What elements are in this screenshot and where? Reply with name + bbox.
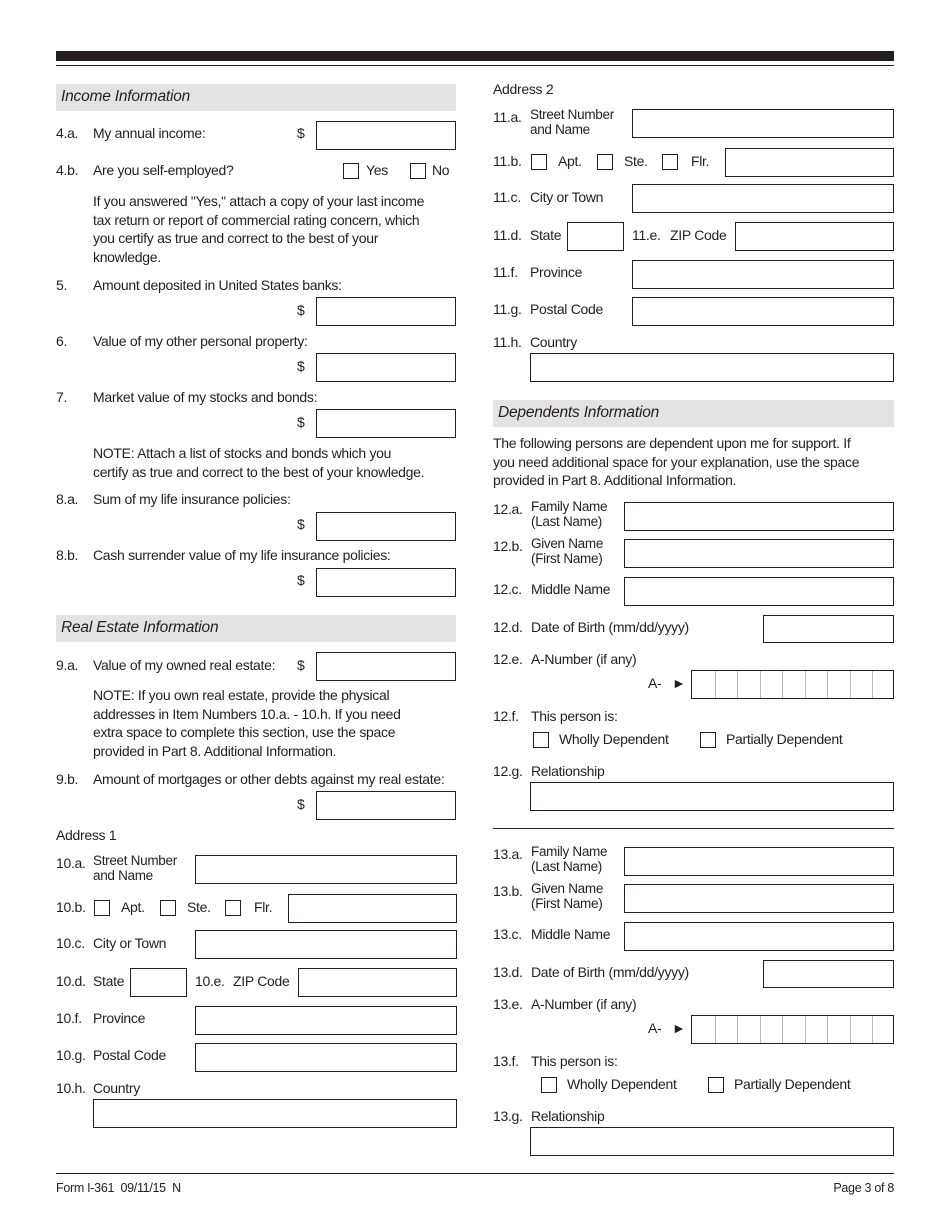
arrow-right-icon: ►: [672, 1020, 686, 1036]
address1-street-field[interactable]: [195, 855, 457, 884]
instruction-text: knowledge.: [93, 249, 161, 266]
a-number-cell-divider: [850, 671, 851, 698]
field-label: Amount deposited in United States banks:: [93, 277, 342, 293]
a-number-cell-divider: [715, 1016, 716, 1043]
field-label: Given Name: [531, 536, 604, 551]
field-label: Value of my owned real estate:: [93, 657, 276, 673]
item-number: 13.e.: [493, 996, 523, 1012]
bank-deposit-field[interactable]: [316, 297, 456, 326]
item-number: 11.c.: [493, 189, 521, 205]
dependent2-a-number-field[interactable]: [691, 1015, 894, 1044]
field-label: A-Number (if any): [531, 996, 637, 1012]
address1-postal-code-field[interactable]: [195, 1043, 457, 1072]
instruction-text: you certify as true and correct to the best of your: [93, 230, 379, 247]
field-label: Family Name: [531, 844, 608, 859]
address2-ste-checkbox[interactable]: [597, 154, 613, 170]
mortgage-debts-field[interactable]: [316, 791, 456, 820]
field-label: Relationship: [531, 1108, 605, 1124]
item-number: 4.a.: [56, 125, 79, 141]
checkbox-label: Flr.: [691, 153, 710, 169]
item-number: 11.g.: [493, 301, 522, 317]
item-number: 11.a.: [493, 109, 522, 125]
field-label: Street Number: [530, 107, 614, 122]
item-number: 13.g.: [493, 1108, 523, 1124]
item-number: 6.: [56, 333, 68, 349]
dependent2-wholly-dependent-checkbox[interactable]: [541, 1077, 557, 1093]
checkbox-label: Partially Dependent: [726, 731, 843, 747]
personal-property-field[interactable]: [316, 353, 456, 382]
arrow-right-icon: ►: [672, 675, 686, 691]
field-label: Market value of my stocks and bonds:: [93, 389, 318, 405]
dependent1-middle-name-field[interactable]: [624, 577, 894, 606]
stocks-bonds-field[interactable]: [316, 409, 456, 438]
checkbox-label: No: [432, 162, 450, 178]
section-title: Real Estate Information: [61, 619, 219, 636]
item-number: 13.b.: [493, 883, 523, 899]
a-number-cell-divider: [827, 1016, 828, 1043]
instruction-text: If you answered "Yes," attach a copy of your last income: [93, 193, 425, 209]
currency-symbol: $: [297, 572, 305, 588]
item-number: 11.b.: [493, 153, 522, 169]
checkbox-label: Apt.: [558, 153, 582, 169]
footer-rule: [56, 1173, 894, 1174]
field-label: (Last Name): [531, 514, 602, 529]
address2-zip-field[interactable]: [735, 222, 894, 251]
address1-province-field[interactable]: [195, 1006, 457, 1035]
item-number: 11.d.: [493, 227, 522, 243]
dependent1-a-number-field[interactable]: [691, 670, 894, 699]
field-label: State: [93, 973, 125, 989]
section-title: Dependents Information: [498, 404, 660, 421]
item-number: 13.f.: [493, 1053, 519, 1069]
field-label: Value of my other personal property:: [93, 333, 308, 349]
item-number: 9.a.: [56, 657, 79, 673]
dependent-divider: [493, 828, 894, 829]
field-label: Street Number: [93, 853, 177, 868]
item-number: 10.c.: [56, 935, 85, 951]
dependent2-dob-field[interactable]: [763, 960, 894, 988]
a-number-cell-divider: [760, 1016, 761, 1043]
field-label: Country: [93, 1080, 140, 1096]
note-text: certify as true and correct to the best of your knowledge.: [93, 463, 425, 480]
checkbox-label: Yes: [366, 162, 388, 178]
item-number: 11.e.: [632, 227, 661, 243]
item-number: 12.b.: [493, 538, 523, 554]
field-label: State: [530, 227, 562, 243]
address1-city-field[interactable]: [195, 930, 457, 959]
item-number: 10.h.: [56, 1080, 86, 1096]
field-label: Country: [530, 334, 577, 350]
address2-apt-checkbox[interactable]: [531, 154, 547, 170]
currency-symbol: $: [297, 414, 305, 430]
a-number-cell-divider: [805, 1016, 806, 1043]
address1-zip-field[interactable]: [298, 968, 457, 997]
currency-symbol: $: [297, 302, 305, 318]
field-label: Given Name: [531, 881, 604, 896]
currency-symbol: $: [297, 125, 305, 141]
cash-surrender-field[interactable]: [316, 568, 456, 597]
dependent1-wholly-dependent-checkbox[interactable]: [533, 732, 549, 748]
currency-symbol: $: [297, 516, 305, 532]
address1-flr-checkbox[interactable]: [225, 900, 241, 916]
currency-symbol: $: [297, 796, 305, 812]
dependent2-relationship-field[interactable]: [530, 1127, 894, 1156]
a-number-cell-divider: [827, 671, 828, 698]
address2-unit-number-field[interactable]: [725, 148, 894, 177]
a-number-cell-divider: [715, 671, 716, 698]
field-label: (Last Name): [531, 859, 602, 874]
checkbox-label: Ste.: [624, 153, 648, 169]
life-insurance-sum-field[interactable]: [316, 512, 456, 541]
item-number: 10.e.: [195, 973, 225, 989]
address2-country-field[interactable]: [530, 353, 894, 382]
item-number: 11.h.: [493, 334, 522, 350]
checkbox-label: Flr.: [254, 899, 273, 915]
address1-apt-checkbox[interactable]: [94, 900, 110, 916]
dependent1-given-name-field[interactable]: [624, 539, 894, 568]
address-subheading: Address 1: [56, 827, 117, 843]
field-label: Province: [530, 264, 583, 280]
address2-postal-code-field[interactable]: [632, 297, 894, 326]
a-number-cell-divider: [872, 671, 873, 698]
checkbox-label: Ste.: [187, 899, 211, 915]
footer-page-number: Page 3 of 8: [833, 1181, 894, 1195]
address-subheading: Address 2: [493, 81, 554, 97]
a-number-cell-divider: [850, 1016, 851, 1043]
self-employed-no-checkbox[interactable]: [410, 163, 426, 179]
note-text: NOTE: If you own real estate, provide the physical: [93, 687, 390, 703]
footer-form-id: Form I-361 09/11/15 N: [56, 1181, 181, 1195]
item-number: 10.f.: [56, 1010, 82, 1026]
field-label: City or Town: [93, 935, 167, 951]
checkbox-label: Wholly Dependent: [559, 731, 669, 747]
annual-income-field[interactable]: [316, 121, 456, 150]
address2-state-field[interactable]: [567, 222, 624, 251]
a-number-cell-divider: [805, 671, 806, 698]
item-number: 8.a.: [56, 491, 79, 507]
item-number: 12.g.: [493, 763, 523, 779]
field-label: Middle Name: [531, 926, 611, 942]
address1-state-field[interactable]: [130, 968, 187, 997]
field-label: Middle Name: [531, 581, 611, 597]
address1-country-field[interactable]: [93, 1099, 457, 1128]
instruction-text: tax return or report of commercial rating concern, which: [93, 211, 420, 228]
dependent2-family-name-field[interactable]: [624, 847, 894, 876]
address2-city-field[interactable]: [632, 184, 894, 213]
section-title: Income Information: [61, 88, 191, 105]
item-number: 7.: [56, 389, 68, 405]
field-label: Date of Birth (mm/dd/yyyy): [531, 619, 689, 635]
item-number: 4.b.: [56, 162, 79, 178]
item-number: 9.b.: [56, 771, 79, 787]
note-text: addresses in Item Numbers 10.a. - 10.h. If you need: [93, 705, 401, 722]
item-number: 11.f.: [493, 264, 518, 280]
checkbox-label: Apt.: [121, 899, 145, 915]
field-label: Postal Code: [530, 301, 603, 317]
header-thin-rule: [56, 65, 894, 66]
field-label: A-Number (if any): [531, 651, 637, 667]
item-number: 10.b.: [56, 899, 86, 915]
item-number: 13.d.: [493, 964, 523, 980]
field-label: This person is:: [531, 708, 618, 724]
a-number-cell-divider: [760, 671, 761, 698]
field-label: Are you self-employed?: [93, 162, 234, 178]
field-label: Cash surrender value of my life insurance policies:: [93, 547, 391, 563]
item-number: 12.f.: [493, 708, 519, 724]
a-number-cell-divider: [782, 671, 783, 698]
checkbox-label: Partially Dependent: [734, 1076, 851, 1092]
note-text: provided in Part 8. Additional Information.: [93, 743, 337, 760]
field-label: Date of Birth (mm/dd/yyyy): [531, 964, 689, 980]
dependent1-relationship-field[interactable]: [530, 782, 894, 811]
field-label: and Name: [93, 868, 153, 883]
item-number: 12.c.: [493, 581, 522, 597]
item-number: 12.a.: [493, 501, 523, 517]
item-number: 5.: [56, 277, 68, 293]
address1-ste-checkbox[interactable]: [160, 900, 176, 916]
field-label: My annual income:: [93, 125, 206, 141]
note-text: extra space to complete this section, use the space: [93, 724, 396, 741]
field-label: City or Town: [530, 189, 604, 205]
field-label: ZIP Code: [670, 227, 727, 243]
field-label: (First Name): [531, 896, 603, 911]
section-header-dependents: [493, 400, 894, 427]
dependent1-dob-field[interactable]: [763, 615, 894, 643]
checkbox-label: Wholly Dependent: [567, 1076, 677, 1092]
item-number: 12.d.: [493, 619, 523, 635]
field-label: Postal Code: [93, 1047, 166, 1063]
dependent1-partially-dependent-checkbox[interactable]: [700, 732, 716, 748]
dependent1-family-name-field[interactable]: [624, 502, 894, 531]
field-label: Province: [93, 1010, 146, 1026]
currency-symbol: $: [297, 358, 305, 374]
field-label: Amount of mortgages or other debts against my real estate:: [93, 771, 445, 787]
header-thick-rule: [56, 51, 894, 61]
a-number-prefix: A-: [648, 675, 662, 691]
currency-symbol: $: [297, 657, 305, 673]
section-header-real-estate: [56, 615, 456, 642]
intro-text: you need additional space for your explanation, use the space: [493, 453, 860, 470]
dependent2-given-name-field[interactable]: [624, 884, 894, 913]
a-number-cell-divider: [782, 1016, 783, 1043]
a-number-cell-divider: [872, 1016, 873, 1043]
item-number: 10.g.: [56, 1047, 86, 1063]
item-number: 13.c.: [493, 926, 522, 942]
intro-text: provided in Part 8. Additional Information.: [493, 472, 737, 489]
item-number: 8.b.: [56, 547, 79, 563]
item-number: 13.a.: [493, 846, 523, 862]
field-label: and Name: [530, 122, 590, 137]
a-number-cell-divider: [737, 671, 738, 698]
self-employed-yes-checkbox[interactable]: [343, 163, 359, 179]
a-number-prefix: A-: [648, 1020, 662, 1036]
note-text: NOTE: Attach a list of stocks and bonds which you: [93, 445, 392, 461]
dependent2-partially-dependent-checkbox[interactable]: [708, 1077, 724, 1093]
dependent2-middle-name-field[interactable]: [624, 922, 894, 951]
field-label: Relationship: [531, 763, 605, 779]
item-number: 10.a.: [56, 855, 86, 871]
field-label: (First Name): [531, 551, 603, 566]
real-estate-value-field[interactable]: [316, 652, 456, 681]
address1-unit-number-field[interactable]: [288, 894, 457, 923]
field-label: ZIP Code: [233, 973, 290, 989]
field-label: Sum of my life insurance policies:: [93, 491, 291, 507]
field-label: Family Name: [531, 499, 608, 514]
intro-text: The following persons are dependent upon me for support. If: [493, 435, 851, 451]
address2-flr-checkbox[interactable]: [662, 154, 678, 170]
item-number: 10.d.: [56, 973, 86, 989]
section-header-income: [56, 84, 456, 111]
a-number-cell-divider: [737, 1016, 738, 1043]
item-number: 12.e.: [493, 651, 523, 667]
address2-street-field[interactable]: [632, 109, 894, 138]
address2-province-field[interactable]: [632, 260, 894, 289]
field-label: This person is:: [531, 1053, 618, 1069]
